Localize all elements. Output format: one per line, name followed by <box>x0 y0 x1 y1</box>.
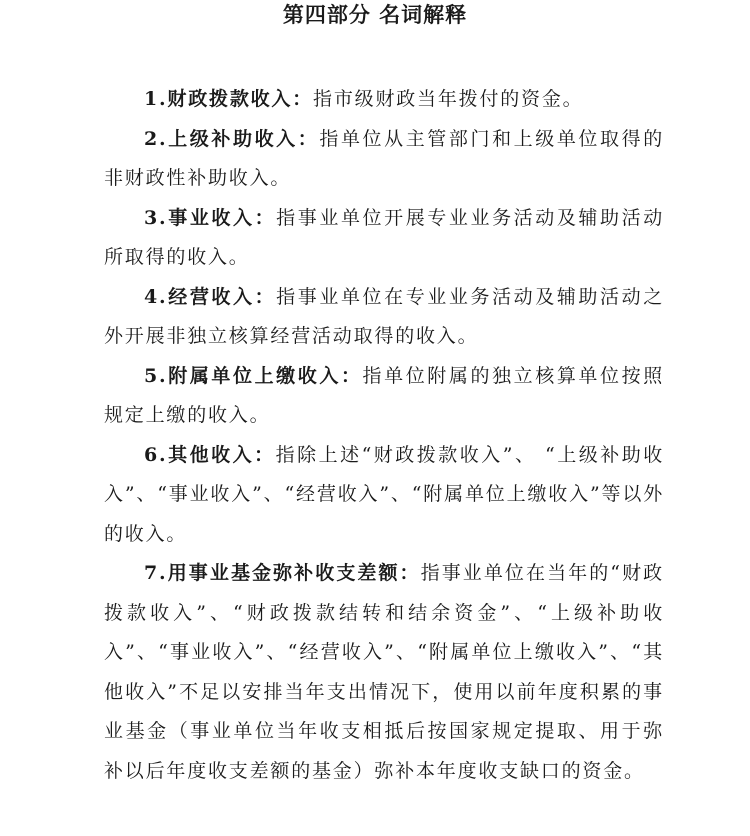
definition-term: 3.事业收入： <box>144 206 277 229</box>
definition-text: 指事业单位在专业业务活动及辅助活动之外开展非独立核算经营活动取得的收入。 <box>104 285 664 347</box>
definition-item-5 <box>104 357 664 436</box>
definition-item-1 <box>104 80 664 120</box>
page-title: 第四部分 名词解释 <box>282 2 468 27</box>
definition-item-2 <box>104 120 664 199</box>
definition-item-4 <box>104 278 664 357</box>
definition-text: 指市级财政当年拨付的资金。 <box>313 88 584 110</box>
definition-term: 5.附属单位上缴收入： <box>144 364 363 387</box>
definition-term: 7.用事业基金弥补收支差额： <box>144 562 421 584</box>
definition-item-3 <box>104 199 664 278</box>
definition-item-7 <box>104 554 664 791</box>
definition-term: 6.其他收入： <box>144 443 276 466</box>
definition-item-6 <box>104 436 664 555</box>
definition-text: 指事业单位开展专业业务活动及辅助活动所取得的收入。 <box>104 206 664 268</box>
definition-term: 2.上级补助收入： <box>144 127 320 150</box>
definition-text: 指除上述“财政拨款收入”、 “上级补助收入”、“事业收入”、“经营收入”、“附属单位上缴收入”等以外的收入。 <box>104 443 664 545</box>
definition-list <box>104 80 664 791</box>
definition-term: 4.经营收入： <box>144 285 277 308</box>
definition-text: 指事业单位在当年的“财政拨款收入”、“财政拨款结转和结余资金”、“上级补助收入”、“事业收入”、“经营收入”、“附属单位上缴收入”、“其他收入”不足以安排当年支出情况下，使用以前年度积累的事业基金（事业单位当年收支相抵后按国家规定提取、用于弥补以后年度收支差额的基金）弥补本年度收支缺口的资金。 <box>104 562 664 782</box>
definition-term: 1.财政拨款收入： <box>144 88 314 110</box>
definition-text: 指单位从主管部门和上级单位取得的非财政性补助收入。 <box>104 127 664 189</box>
definition-text: 指单位附属的独立核算单位按照规定上缴的收入。 <box>104 364 664 426</box>
